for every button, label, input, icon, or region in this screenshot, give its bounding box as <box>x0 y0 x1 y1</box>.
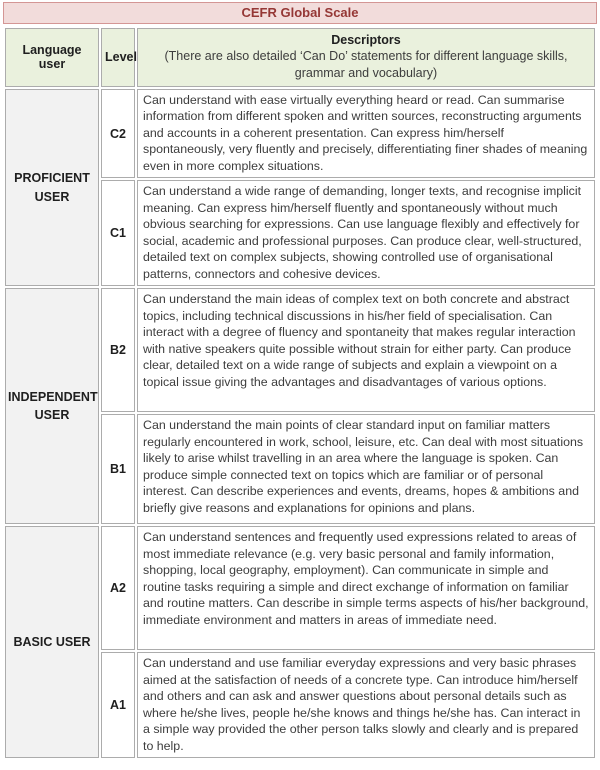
descriptor-cell-b2: Can understand the main ideas of complex text on both concrete and abstract topics, including technical discussions in his/her field of specialisation. Can interact with a degree of fluency and spontaneity that makes regular interaction with native speakers quite possible without strain for either party. Can produce clear, detailed text on a wide range of subjects and explain a viewpoint on a topical issue giving the advantages and disadvantages of various options. <box>137 288 595 412</box>
level-cell-a1: A1 <box>101 652 135 758</box>
table-row-c2 <box>5 89 595 179</box>
level-cell-b2: B2 <box>101 288 135 412</box>
header-row <box>5 28 595 87</box>
table-row-a2 <box>5 526 595 650</box>
user-group-basic: BASIC USER <box>5 526 99 758</box>
descriptor-cell-a2: Can understand sentences and frequently used expressions related to areas of most immediate relevance (e.g. very basic personal and family information, shopping, local geography, employment). Can communicate in simple and routine tasks requiring a simple and direct exchange of information on familiar and routine matters. Can describe in simple terms aspects of his/her background, immediate environment and matters in areas of immediate need. <box>137 526 595 650</box>
column-header-level: Level <box>101 28 135 87</box>
table-row-b2 <box>5 288 595 412</box>
descriptors-heading: Descriptors <box>331 33 401 47</box>
user-group-proficient: PROFICIENT USER <box>5 89 99 287</box>
descriptor-cell-b1: Can understand the main points of clear standard input on familiar matters regularly encountered in work, school, leisure, etc. Can deal with most situations likely to arise whilst travelling in an area where the language is spoken. Can produce simple connected text on topics which are familiar or of personal interest. Can describe experiences and events, dreams, hopes & ambitions and briefly give reasons and explanations for opinions and plans. <box>137 414 595 524</box>
column-header-descriptors <box>137 28 595 87</box>
descriptors-subnote: (There are also detailed ‘Can Do’ statements for different language skills, grammar and vocabulary) <box>164 49 568 80</box>
descriptor-cell-a1: Can understand and use familiar everyday expressions and very basic phrases aimed at the satisfaction of needs of a concrete type. Can introduce him/herself and others and can ask and answer questions about personal details such as where he/she lives, people he/she knows and things he/she has. Can interact in a simple way provided the other person talks slowly and clearly and is prepared to help. <box>137 652 595 758</box>
user-group-independent: INDEPENDENT USER <box>5 288 99 524</box>
cefr-table <box>3 26 597 760</box>
descriptor-cell-c2: Can understand with ease virtually everything heard or read. Can summarise information from different spoken and written sources, reconstructing arguments and accounts in a coherent presentation. Can express him/herself spontaneously, very fluently and precisely, differentiating finer shades of meaning even in more complex situations. <box>137 89 595 179</box>
column-header-language-user: Language user <box>5 28 99 87</box>
level-cell-a2: A2 <box>101 526 135 650</box>
level-cell-c2: C2 <box>101 89 135 179</box>
level-cell-b1: B1 <box>101 414 135 524</box>
page-title: CEFR Global Scale <box>3 2 597 24</box>
level-cell-c1: C1 <box>101 180 135 286</box>
descriptor-cell-c1: Can understand a wide range of demanding, longer texts, and recognise implicit meaning. Can express him/herself fluently and spontaneously without much obvious searching for expressions. Can use language flexibly and effectively for social, academic and professional purposes. Can produce clear, well-structured, detailed text on complex subjects, showing controlled use of organisational patterns, connectors and cohesive devices. <box>137 180 595 286</box>
